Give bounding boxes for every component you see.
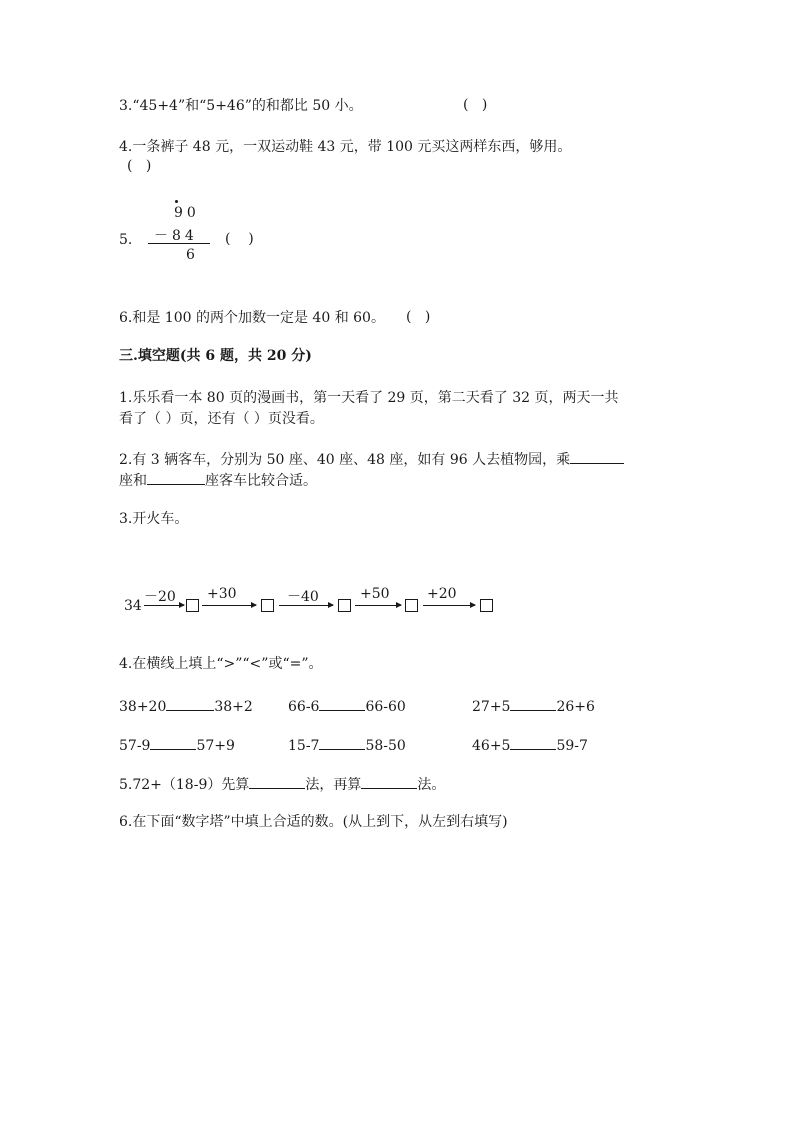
- blank-seat-1[interactable]: [570, 449, 624, 464]
- subtraction-minuend: 90: [174, 205, 200, 221]
- compare-item: [119, 696, 253, 715]
- fill-6-text: 6.在下面“数字塔”中填上合适的数。(从上到下，从左到右填写): [119, 814, 508, 830]
- fill-5-line: [119, 774, 445, 794]
- fill-2-line-1: [119, 449, 624, 469]
- fill-5-text-c: 法。: [417, 777, 446, 793]
- compare-item: [472, 735, 588, 754]
- compare-blank[interactable]: [510, 696, 556, 711]
- blank-second-op[interactable]: [361, 774, 417, 789]
- compare-item: [288, 735, 406, 754]
- question-6-text: 6.和是 100 的两个加数一定是 40 和 60。: [119, 310, 385, 326]
- fill-1-line-1: 1.乐乐看一本 80 页的漫画书，第一天看了 29 页，第二天看了 32 页，两天一共: [119, 390, 619, 406]
- compare-left: 38+20: [119, 699, 167, 715]
- compare-item: [472, 696, 595, 715]
- compare-blank[interactable]: [166, 696, 214, 711]
- train-op-2: +30: [207, 586, 237, 602]
- compare-left: 57-9: [119, 738, 151, 754]
- answer-bracket-q3[interactable]: ( ): [463, 97, 488, 113]
- compare-item: [119, 735, 235, 754]
- fill-3-title: 3.开火车。: [119, 511, 189, 527]
- question-5-label: 5.: [119, 232, 133, 248]
- train-start-number: 34: [124, 598, 142, 614]
- answer-box-4[interactable]: [405, 599, 418, 612]
- fill-2-text-b: 座客车比较合适。: [205, 473, 317, 489]
- question-4-text: 4.一条裤子 48 元，一双运动鞋 43 元，带 100 元买这两样东西，够用。: [119, 139, 572, 155]
- train-op-1: －20: [144, 589, 176, 605]
- compare-right: 58-50: [365, 738, 406, 754]
- train-op-5: +20: [427, 586, 457, 602]
- compare-blank[interactable]: [319, 735, 365, 750]
- fill-2-line-2: [119, 470, 317, 490]
- arrow-1: [144, 605, 184, 606]
- fill-2-text: 2.有 3 辆客车，分别为 50 座、40 座、48 座，如有 96 人去植物园，乘: [119, 452, 571, 468]
- subtraction-result: 6: [186, 247, 199, 263]
- subtraction-rule: [148, 243, 210, 244]
- compare-right: 57+9: [196, 738, 235, 754]
- compare-item: [288, 696, 406, 715]
- compare-left: 46+5: [472, 738, 511, 754]
- blank-first-op[interactable]: [249, 774, 305, 789]
- compare-right: 38+2: [214, 699, 253, 715]
- compare-left: 15-7: [288, 738, 320, 754]
- borrow-dot: [175, 200, 178, 203]
- compare-right: 26+6: [556, 699, 595, 715]
- compare-blank[interactable]: [150, 735, 196, 750]
- train-op-4: +50: [360, 586, 390, 602]
- compare-blank[interactable]: [510, 735, 556, 750]
- compare-left: 27+5: [472, 699, 511, 715]
- subtraction-subtrahend: －84: [154, 228, 198, 244]
- answer-box-2[interactable]: [261, 599, 274, 612]
- answer-box-5[interactable]: [480, 599, 493, 612]
- answer-bracket-q4[interactable]: ( ): [127, 158, 152, 174]
- compare-blank[interactable]: [319, 696, 365, 711]
- arrow-4: [355, 605, 401, 606]
- fill-2-text-a: 座和: [119, 473, 147, 489]
- compare-left: 66-6: [288, 699, 320, 715]
- fill-4-title: 4.在横线上填上“>”“<”或“=”。: [119, 656, 323, 672]
- arrow-5: [423, 605, 475, 606]
- arrow-3: [279, 605, 333, 606]
- question-3-text: 3.“45+4”和“5+46”的和都比 50 小。: [119, 98, 363, 114]
- compare-right: 59-7: [556, 738, 588, 754]
- fill-5-text-a: 5.72+（18-9）先算: [119, 777, 250, 793]
- train-op-3: －40: [287, 589, 319, 605]
- answer-bracket-q6[interactable]: ( ): [406, 309, 431, 325]
- fill-5-text-b: 法，再算: [305, 777, 362, 793]
- arrow-2: [202, 605, 256, 606]
- fill-1-line-2: 看了（ ）页，还有（ ）页没看。: [119, 411, 324, 427]
- compare-right: 66-60: [365, 699, 406, 715]
- section-title: 三.填空题(共 6 题，共 20 分): [119, 348, 312, 364]
- answer-box-1[interactable]: [186, 599, 199, 612]
- answer-box-3[interactable]: [338, 599, 351, 612]
- blank-seat-2[interactable]: [147, 470, 205, 485]
- answer-bracket-q5[interactable]: ( ): [225, 231, 254, 247]
